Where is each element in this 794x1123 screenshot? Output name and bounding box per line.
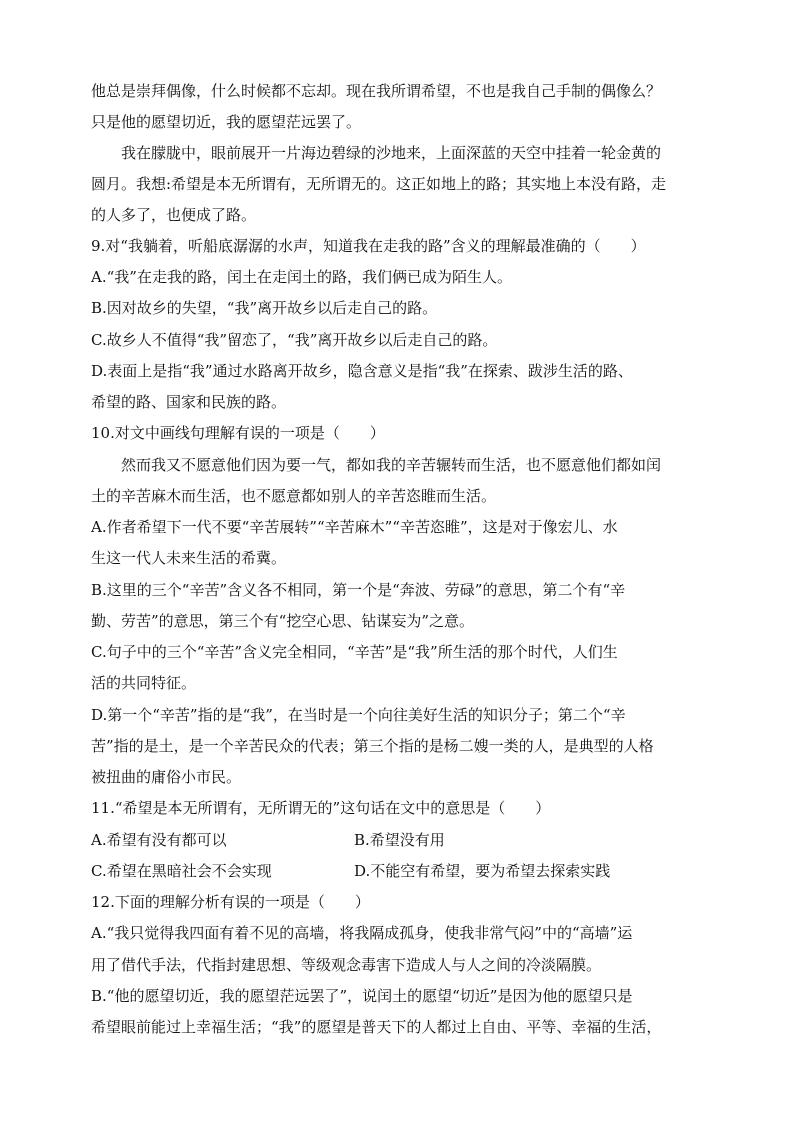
q11-option-b: B.希望没有用 xyxy=(354,831,445,849)
q12-option-b: 希望眼前能过上幸福生活；“我”的愿望是普天下的人都过上自由、平等、幸福的生活， xyxy=(91,1018,662,1036)
q12-option-b: B.“他的愿望切近，我的愿望茫远罢了”，说闰土的愿望“切近”是因为他的愿望只是 xyxy=(91,987,633,1005)
q10-option-c: 活的共同特征。 xyxy=(91,674,197,692)
passage-line: 的人多了，也便成了路。 xyxy=(91,206,257,224)
q10-option-b: 勤、劳苦”的意思，第三个有“挖空心思、钻谋妄为”之意。 xyxy=(91,612,475,630)
q11-option-a: A.希望有没有都可以 xyxy=(91,831,227,849)
passage-line: 我在朦胧中，眼前展开一片海边碧绿的沙地来，上面深蓝的天空中挂着一轮金黄的 xyxy=(121,144,662,162)
q9-option-b: B.因对故乡的失望，“我”离开故乡以后走自己的路。 xyxy=(91,299,438,317)
q12-option-a: 用了借代手法，代指封建思想、等级观念毒害下造成人与人之间的冷淡隔膜。 xyxy=(91,956,602,974)
q11-option-c: C.希望在黑暗社会不会实现 xyxy=(91,862,272,880)
passage-line: 只是他的愿望切近，我的愿望茫远罢了。 xyxy=(91,113,362,131)
q11-option-d: D.不能空有希望，要为希望去探索实践 xyxy=(354,862,611,880)
question-12-stem: 12.下面的理解分析有误的一项是（ ） xyxy=(91,893,370,911)
quoted-sentence: 然而我又不愿意他们因为要一气，都如我的辛苦辗转而生活，也不愿意他们都如闰 xyxy=(121,456,662,474)
question-10-stem: 10.对文中画线句理解有误的一项是（ ） xyxy=(91,424,385,442)
q10-option-c: C.句子中的三个“辛苦”含义完全相同，“辛苦”是“我”所生活的那个时代，人们生 xyxy=(91,643,618,661)
q10-option-a: A.作者希望下一代不要“辛苦展转”“辛苦麻木”“辛苦恣睢”，这是对于像宏儿、水 xyxy=(91,518,618,536)
q9-option-c: C.故乡人不值得“我”留恋了，“我”离开故乡以后走自己的路。 xyxy=(91,331,498,349)
q10-option-d: D.第一个“辛苦”指的是“我”，在当时是一个向往美好生活的知识分子；第二个“辛 xyxy=(91,706,626,724)
q12-option-a: A.“我只觉得我四面有着不见的高墙，将我隔成孤身，使我非常气闷”中的“高墙”运 xyxy=(91,924,633,942)
question-11-stem: 11.“希望是本无所谓有，无所谓无的”这句话在文中的意思是（ ） xyxy=(91,799,551,817)
q10-option-b: B.这里的三个“辛苦”含义各不相同，第一个是“奔波、劳碌”的意思，第二个有“辛 xyxy=(91,581,626,599)
passage-line: 圆月。我想:希望是本无所谓有，无所谓无的。这正如地上的路；其实地上本没有路，走 xyxy=(91,175,667,193)
q9-option-a: A.“我”在走我的路，闰土在走闰土的路，我们俩已成为陌生人。 xyxy=(91,268,512,286)
q10-option-d: 被扭曲的庸俗小市民。 xyxy=(91,768,242,786)
q9-option-d: D.表面上是指“我”通过水路离开故乡，隐含意义是指“我”在探索、跋涉生活的路、 xyxy=(91,362,633,380)
q10-option-a: 生这一代人未来生活的希冀。 xyxy=(91,549,287,567)
quoted-sentence: 土的辛苦麻木而生活，也不愿意都如别人的辛苦恣睢而生活。 xyxy=(91,487,497,505)
passage-line: 他总是崇拜偶像，什么时候都不忘却。现在我所谓希望，不也是我自己手制的偶像么？ xyxy=(91,82,662,100)
question-9-stem: 9.对“我躺着，听船底潺潺的水声，知道我在走我的路”含义的理解最准确的（ ） xyxy=(91,237,646,255)
q10-option-d: 苦”指的是土，是一个辛苦民众的代表；第三个指的是杨二嫂一类的人，是典型的人格 xyxy=(91,737,654,755)
q9-option-d: 希望的路、国家和民族的路。 xyxy=(91,393,287,411)
